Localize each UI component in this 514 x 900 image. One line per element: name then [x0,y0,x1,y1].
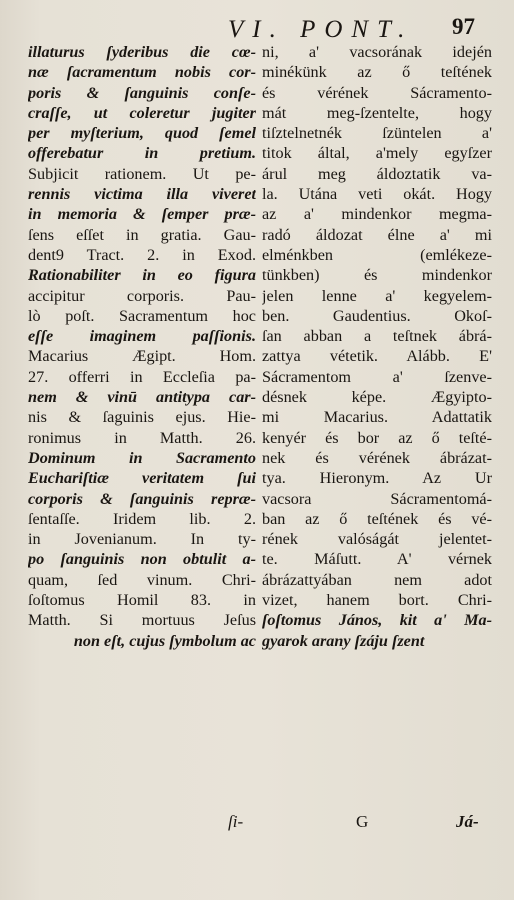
hungarian-line: nek és vérének ábrázat- [262,448,492,467]
hungarian-line: titok által, a'mely egyſzer [262,144,492,163]
hungarian-line: mát meg-ſzentelte, hogy [262,103,492,122]
latin-line: illaturus ſyderibus die cœ- [28,43,256,61]
hungarian-line: tiſztelnetnék ſzüntelen a' [262,124,492,143]
hungarian-line: vizet, hanem bort. Chri- [262,591,492,610]
signature-mark: G [356,812,369,831]
hungarian-line: gyarok arany ſzáju ſzent [262,631,425,650]
latin-line: Matth. Si mortuus Jeſus [28,611,256,630]
catchword-right: Já- [456,812,479,831]
latin-line: Euchariſtiæ veritatem ſui [28,469,256,488]
latin-line: ſentaſſe. Iridem lib. 2. [28,509,256,528]
latin-line: Rationabiliter in eo figura [28,266,256,285]
latin-line: ſens eſſet in gratia. Gau- [28,225,256,244]
hungarian-column [262,42,492,651]
latin-line: in memoria & ſemper præ- [28,205,256,224]
catchword-left: ſi- [228,812,244,831]
hungarian-line: elménkben (emlékeze- [262,245,492,264]
latin-line: eſſe imaginem paſſionis. [28,327,256,346]
latin-line: quam, ſed vinum. Chri- [28,570,256,589]
latin-line: in Jovenianum. In ty- [28,530,256,549]
latin-line: Macarius Ægipt. Hom. [28,347,256,366]
hungarian-line: tünkben) és mindenkor [262,266,492,285]
hungarian-line: árul meg áldoztatik va- [262,164,492,183]
latin-line: po ſanguinis non obtulit a- [28,550,256,569]
hungarian-line: tya. Hieronym. Az Ur [262,469,492,488]
latin-line: per myſterium, quod ſemel [28,124,256,143]
hungarian-line: ben. Gaudentius. Okoſ- [262,306,492,325]
latin-line: rennis victima illa viveret [28,185,256,204]
hungarian-line: jelen lenne a' kegyelem- [262,286,492,305]
hungarian-line: az a' mindenkor megma- [262,205,492,224]
hungarian-line: la. Utána veti okát. Hogy [262,185,492,204]
page-number: 97 [452,14,475,39]
hungarian-line: radó áldozat élne a' mi [262,225,492,244]
hungarian-line: Sácramentom a' ſzenve- [262,367,492,386]
latin-line: ſoſtomus Homil 83. in [28,591,256,610]
hungarian-line: mi Macarius. Adattatik [262,408,492,427]
latin-line: non eſt, cujus ſymbolum ac [73,631,256,650]
hungarian-line: rének valóságát jelentet- [262,530,492,549]
hungarian-line: kenyér és bor az ő teſté- [262,428,492,447]
running-title: VI. PONT. [228,16,414,43]
hungarian-line: ſan abban a teſtnek ábrá- [262,327,492,346]
latin-line: nem & vinū antitypa car- [28,388,256,407]
hungarian-line: minékünk az ő teſtének [262,63,492,82]
latin-line: ronimus in Matth. 26. [28,428,256,447]
latin-line: offerebatur in pretium. [28,144,256,163]
latin-line: Dominum in Sacramento [28,448,256,467]
latin-line: corporis & ſanguinis repræ- [28,489,256,508]
latin-line: lò poſt. Sacramentum hoc [28,306,256,325]
latin-line: accipitur corporis. Pau- [28,286,256,305]
latin-line: 27. offerri in Eccleſia pa- [28,367,256,386]
latin-line: poris & ſanguinis conſe- [28,83,256,102]
latin-line: dent9 Tract. 2. in Exod. [28,245,256,264]
hungarian-line: ábrázattyában nem adot [262,570,492,589]
hungarian-line: zattya vétetik. Alább. E' [262,347,492,366]
hungarian-line: vacsora Sácramentomá- [262,489,492,508]
latin-line: craſſe, ut coleretur jugiter [28,103,256,122]
hungarian-line: és vérének Sácramento- [262,83,492,102]
latin-line: næ ſacramentum nobis cor- [28,63,256,82]
latin-line: nis & ſaguinis ejus. Hie- [28,408,256,427]
latin-column [28,42,256,651]
hungarian-line: désnek képe. Ægyipto- [262,388,492,407]
latin-line: Subjicit rationem. Ut pe- [28,164,256,183]
hungarian-line: ni, a' vacsorának idején [262,43,492,61]
hungarian-line: ban az ő teſtének és vé- [262,509,492,528]
hungarian-line: te. Máſutt. A' vérnek [262,550,492,569]
hungarian-line: ſoſtomus János, kit a' Ma- [262,611,492,630]
